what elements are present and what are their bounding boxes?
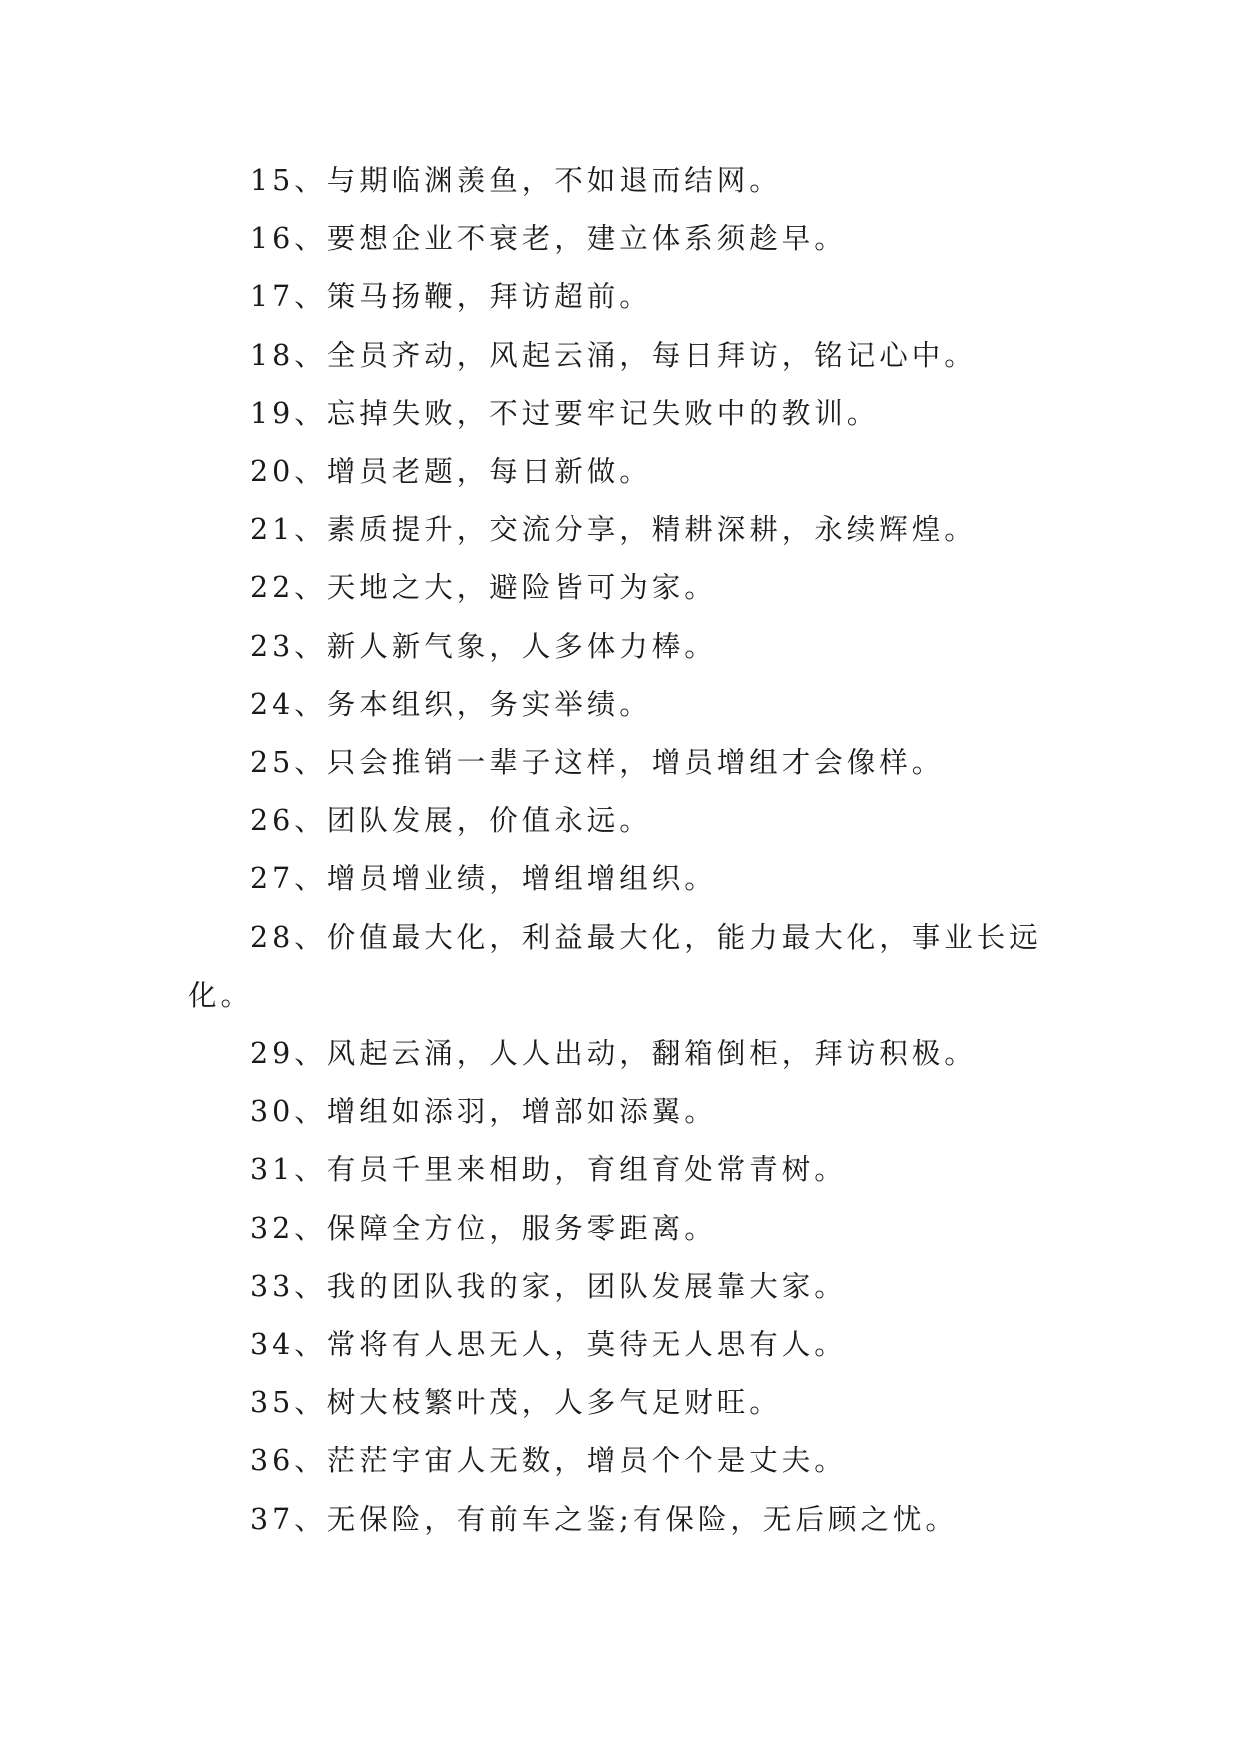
paragraph-35: 35、树大枝繁叶茂，人多气足财旺。: [250, 1386, 782, 1420]
document-body: [188, 152, 1058, 1549]
paragraph-23: 23、新人新气象，人多体力棒。: [250, 629, 717, 663]
paragraph-18: 18、全员齐动，风起云涌，每日拜访，铭记心中。: [250, 338, 977, 372]
paragraph-30: 30、增组如添羽，增部如添翼。: [250, 1095, 717, 1129]
paragraph-32: 32、保障全方位，服务零距离。: [250, 1211, 717, 1245]
paragraph-20: 20、增员老题，每日新做。: [250, 455, 652, 489]
paragraph-25: 25、只会推销一辈子这样，增员增组才会像样。: [250, 746, 945, 780]
paragraph-15: 15、与期临渊羡鱼，不如退而结网。: [250, 164, 782, 197]
paragraph-33: 33、我的团队我的家，团队发展靠大家。: [250, 1269, 847, 1303]
paragraph-17: 17、策马扬鞭，拜访超前。: [250, 280, 652, 314]
paragraph-26: 26、团队发展，价值永远。: [250, 804, 652, 838]
paragraph-36: 36、茫茫宇宙人无数，增员个个是丈夫。: [250, 1444, 847, 1478]
paragraph-29: 29、风起云涌，人人出动，翻箱倒柜，拜访积极。: [250, 1037, 977, 1071]
paragraph-37: 37、无保险，有前车之鉴;有保险，无后顾之忧。: [250, 1502, 958, 1536]
paragraph-21: 21、素质提升，交流分享，精耕深耕，永续辉煌。: [250, 513, 977, 547]
paragraph-34: 34、常将有人思无人，莫待无人思有人。: [250, 1328, 847, 1362]
paragraph-28: 28、价值最大化，利益最大化，能力最大化，事业长远化。: [188, 920, 1042, 1012]
paragraph-24: 24、务本组织，务实举绩。: [250, 687, 652, 721]
paragraph-22: 22、天地之大，避险皆可为家。: [250, 571, 717, 605]
paragraph-16: 16、要想企业不衰老，建立体系须趁早。: [250, 222, 847, 256]
paragraph-31: 31、有员千里来相助，育组育处常青树。: [250, 1153, 847, 1187]
paragraph-27: 27、增员增业绩，增组增组织。: [250, 862, 717, 896]
paragraph-19: 19、忘掉失败，不过要牢记失败中的教训。: [250, 396, 880, 430]
